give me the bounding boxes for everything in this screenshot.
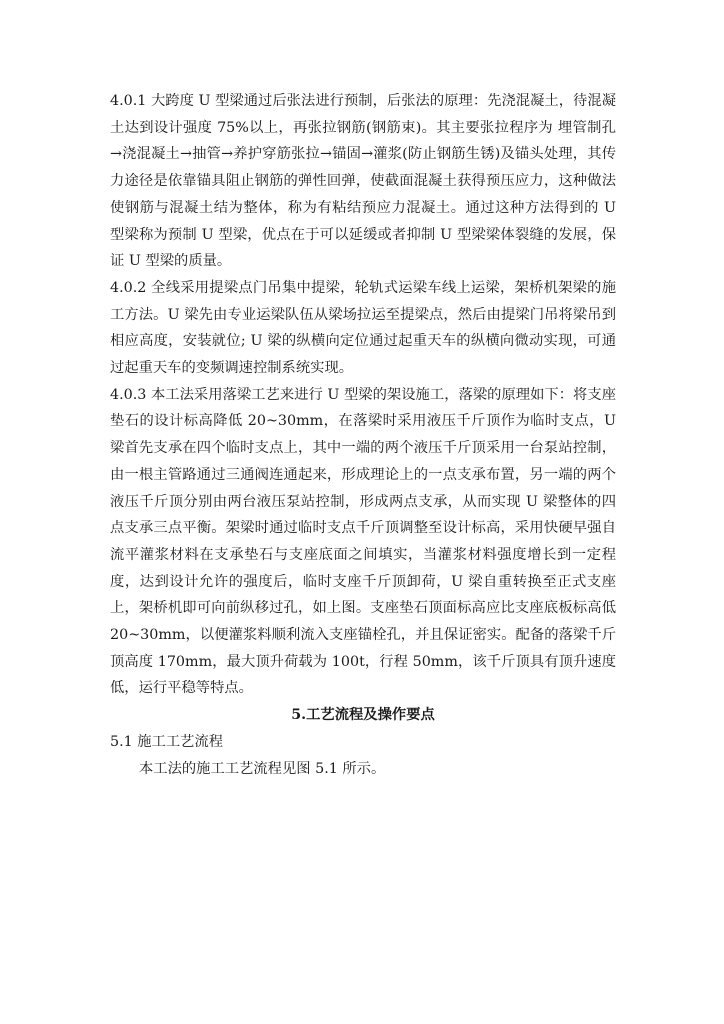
subsection-heading-5-1: 5.1 施工工艺流程 <box>110 733 224 750</box>
paragraph-4-0-3: 4.0.3 本工法采用落梁工艺来进行 U 型梁的架设施工，落梁的原理如下：将支座垫石的设计标高降低 20~30mm，在落梁时采用液压千斤顶作为临时支点，U 梁首先支承在四个临时支点上，其中一端的两个液压千斤顶采用一台泵站控制，由一根主管路通过三通阀连通起来，形成理论上的一点支承布置，另一端的两个液压千斤顶分别由两台液压泵站控制，形成两点支承，从而实现 U 梁整体的四点支承三点平衡。架梁时通过临时支点千斤顶调整至设计标高，采用快硬早强自流平灌浆材料在支承垫石与支座底面之间填实，当灌浆材料强度增长到一定程度，达到设计允许的强度后，临时支座千斤顶卸荷，U 梁自重转换至正式支座上，架桥机即可向前纵移过孔，如上图。支座垫石顶面标高应比支座底板标高低 20~30mm，以便灌浆料顺利流入支座锚栓孔，并且保证密实。配备的落梁千斤顶高度 170mm，最大顶升荷载为 100t，行程 50mm，该千斤顶具有顶升速度低，运行平稳等特点。 <box>110 386 616 697</box>
paragraph-4-0-2: 4.0.2 全线采用提梁点门吊集中提梁，轮轨式运梁车线上运梁，架桥机架梁的施工方法。U 梁先由专业运梁队伍从梁场拉运至提梁点，然后由提梁门吊将梁吊到相应高度，安装就位; U 梁的纵横向定位通过起重天车的纵横向微动实现，可通过起重天车的变频调速控制系统实现。 <box>110 279 616 377</box>
document-page <box>110 88 616 782</box>
section-heading-5: 5.工艺流程及操作要点 <box>291 707 435 724</box>
paragraph-5-1-body: 本工法的施工工艺流程见图 5.1 所示。 <box>139 760 386 777</box>
paragraph-4-0-1: 4.0.1 大跨度 U 型梁通过后张法进行预制，后张法的原理：先浇混凝土，待混凝土达到设计强度 75%以上，再张拉钢筋(钢筋束)。其主要张拉程序为 埋管制孔→浇混凝土→抽管→养护穿筋张拉→锚固→灌浆(防止钢筋生锈)及锚头处理，其传力途径是依靠锚具阻止钢筋的弹性回弹，使截面混凝土获得预压应力，这种做法使钢筋与混凝土结为整体，称为有粘结预应力混凝土。通过这种方法得到的 U 型梁称为预制 U 型梁，优点在于可以延缓或者抑制 U 型梁梁体裂缝的发展，保证 U 型梁的质量。 <box>110 93 616 270</box>
